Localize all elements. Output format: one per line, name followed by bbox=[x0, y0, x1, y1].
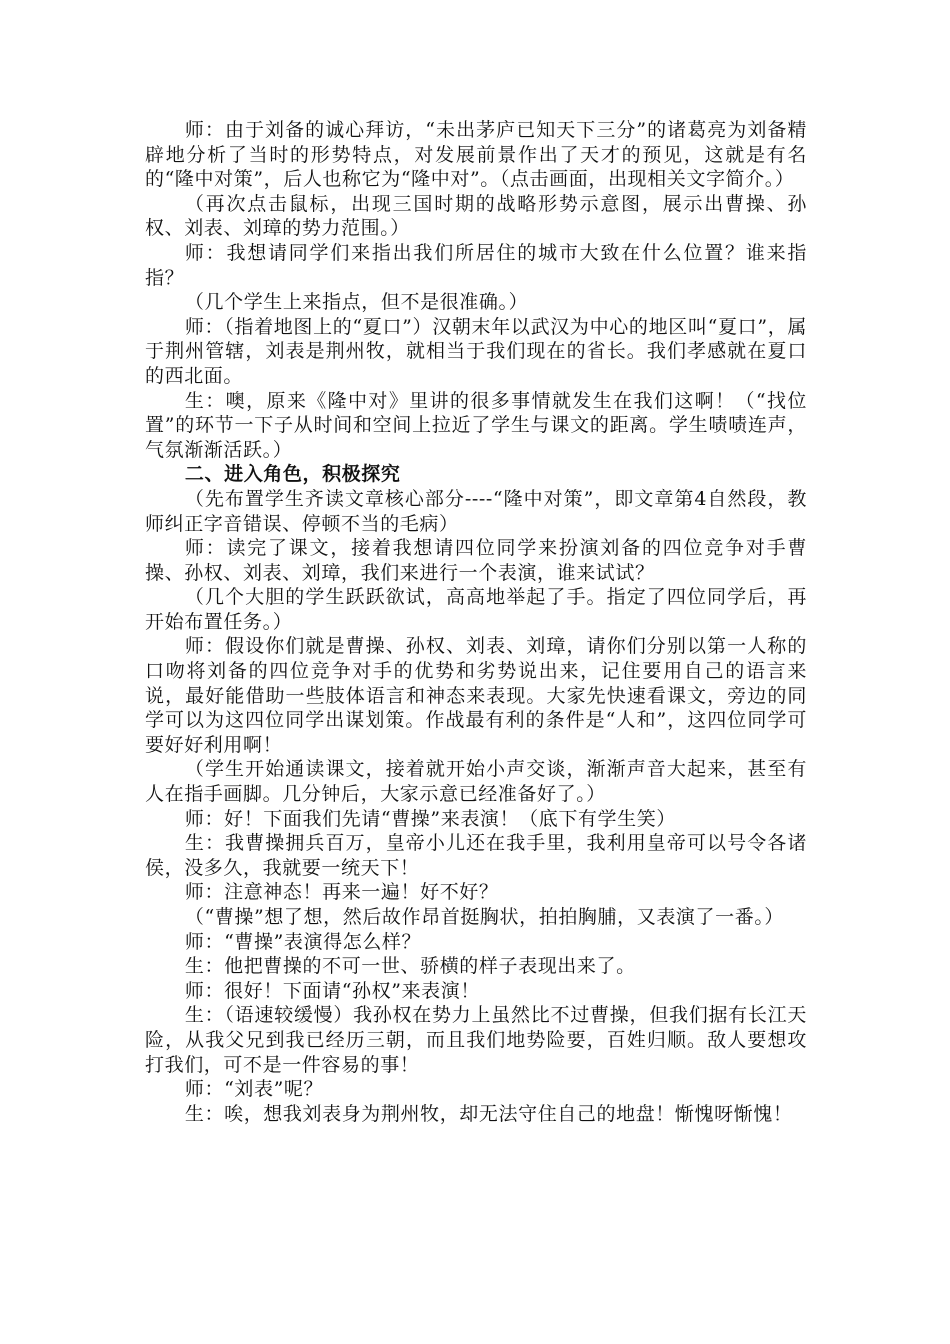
paragraph: （先布置学生齐读文章核心部分----“隆中对策”，即文章第4自然段，教师纠正字音错误、停顿不当的毛病） bbox=[145, 487, 807, 535]
paragraph: 师：由于刘备的诚心拜访，“未出茅庐已知天下三分”的诸葛亮为刘备精辟地分析了当时的形势特点，对发展前景作出了天才的预见，这就是有名的“隆中对策”，后人也称它为“隆中对”。（点击画面，出现相关文字简介。） bbox=[145, 119, 807, 191]
paragraph: （学生开始通读课文，接着就开始小声交谈，渐渐声音大起来，甚至有人在指手画脚。几分钟后，大家示意已经准备好了。） bbox=[145, 758, 807, 806]
paragraph: （几个大胆的学生跃跃欲试，高高地举起了手。指定了四位同学后，再开始布置任务。） bbox=[145, 586, 807, 633]
section-heading: 二、进入角色，积极探究 bbox=[184, 463, 401, 486]
paragraph: 生：他把曹操的不可一世、骄横的样子表现出来了。 bbox=[184, 955, 636, 978]
paragraph: （再次点击鼠标，出现三国时期的战略形势示意图，展示出曹操、孙权、刘表、刘璋的势力范围。） bbox=[145, 192, 807, 240]
paragraph: 师：假设你们就是曹操、孙权、刘表、刘璋，请你们分别以第一人称的口吻将刘备的四位竞争对手的优势和劣势说出来，记住要用自己的语言来说，最好能借助一些肢体语言和神态来表现。大家先快速看课文，旁边的同学可以为这四位同学出谋划策。作战最有利的条件是“人和”，这四位同学可要好好利用啊！ bbox=[145, 635, 807, 756]
paragraph: （“曹操”想了想，然后故作昂首挺胸状，拍拍胸脯，又表演了一番。） bbox=[184, 906, 785, 928]
paragraph: 生：唉，想我刘表身为荆州牧，却无法守住自己的地盘！惭愧呀惭愧！ bbox=[184, 1102, 793, 1125]
document-body bbox=[145, 118, 807, 1126]
paragraph: 生：我曹操拥兵百万，皇帝小儿还在我手里，我利用皇帝可以号令各诸侯，没多久，我就要一统天下！ bbox=[145, 832, 807, 879]
paragraph: （几个学生上来指点，但不是很准确。） bbox=[184, 291, 529, 314]
paragraph: 师：注意神态！再来一遍！好不好？ bbox=[184, 881, 499, 904]
paragraph: 师：“曹操”表演得怎么样？ bbox=[184, 930, 422, 953]
paragraph: 师：好！下面我们先请“曹操”来表演！（底下有学生笑） bbox=[184, 807, 676, 830]
paragraph: 师：（指着地图上的“夏口”）汉朝末年以武汉为中心的地区叫“夏口”，属于荆州管辖，刘表是荆州牧，就相当于我们现在的省长。我们孝感就在夏口的西北面。 bbox=[145, 315, 807, 387]
paragraph: 师：读完了课文，接着我想请四位同学来扮演刘备的四位竞争对手曹操、孙权、刘表、刘璋，我们来进行一个表演，谁来试试？ bbox=[145, 537, 807, 584]
paragraph: 师：很好！下面请“孙权”来表演！ bbox=[184, 979, 480, 1002]
paragraph: 生：（语速较缓慢）我孙权在势力上虽然比不过曹操，但我们据有长江天险，从我父兄到我已经历三朝，而且我们地势险要，百姓归顺。敌人要想攻打我们，可不是一件容易的事！ bbox=[145, 1004, 807, 1076]
paragraph: 师：我想请同学们来指出我们所居住的城市大致在什么位置？谁来指指？ bbox=[145, 241, 807, 289]
paragraph: 师：“刘表”呢？ bbox=[184, 1078, 324, 1101]
paragraph: 生：噢，原来《隆中对》里讲的很多事情就发生在我们这啊！（“找位置”的环节一下子从时间和空间上拉近了学生与课文的距离。学生啧啧连声，气氛渐渐活跃。） bbox=[145, 389, 807, 461]
